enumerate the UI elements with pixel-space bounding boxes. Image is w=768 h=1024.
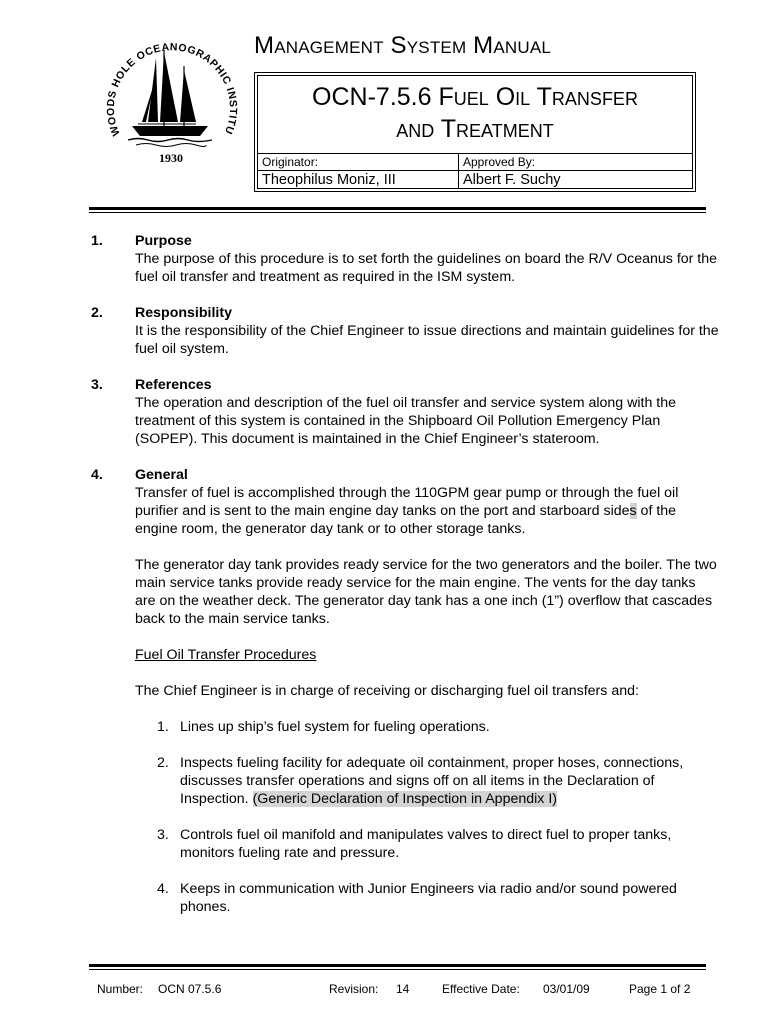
section-responsibility — [89, 304, 719, 358]
section-heading: Responsibility — [135, 305, 232, 321]
document-header-inner — [257, 75, 693, 189]
footer-number-label: Number: — [97, 982, 144, 996]
meta-labels-row — [258, 153, 692, 170]
section-number: 2. — [91, 305, 103, 321]
meta-values-row — [258, 170, 692, 189]
list-item-number: 2. — [157, 755, 169, 771]
footer-effective-label: Effective Date: — [442, 982, 520, 996]
section-number: 3. — [91, 377, 103, 393]
document-header-box — [254, 72, 696, 192]
general-paragraph-1-text: Transfer of fuel is accomplished through the 110GPM gear pump or through the fuel oil purifier and is sent to the main engine day tanks on the port and starboard side — [135, 485, 679, 519]
section-purpose — [89, 232, 719, 286]
general-paragraph-1 — [135, 484, 719, 538]
general-paragraph-2: The generator day tank provides ready service for the two generators and the boiler. The two main service tanks provide ready service for the main engine. The vents for the day tanks are on the weather deck. The generator day tank has a one inch (1”) overflow that cascades back to the main service tanks. — [135, 557, 717, 627]
footer-number-value: OCN 07.5.6 — [158, 982, 222, 996]
logo-ring-text: WOODS HOLE OCEANOGRAPHIC INSTITU — [104, 41, 240, 138]
section-general — [89, 466, 719, 916]
list-item — [135, 718, 719, 736]
footer-revision-value: 14 — [396, 982, 410, 996]
list-item — [135, 880, 719, 916]
header-rule-thin — [89, 212, 706, 213]
section-heading: Purpose — [135, 233, 192, 249]
manual-title: Management System Manual — [254, 32, 552, 59]
document-title — [258, 81, 692, 145]
document-title-line1: OCN-7.5.6 Fuel Oil Transfer — [312, 83, 638, 111]
logo-year: 1930 — [159, 151, 183, 165]
section-text: The purpose of this procedure is to set forth the guidelines on board the R/V Oceanus for the fuel oil transfer and treatment as required in the ISM system. — [135, 251, 718, 285]
approved-by-label: Approved By: — [463, 155, 536, 169]
document-title-line2: and Treatment — [396, 115, 554, 143]
footer-effective-value: 03/01/09 — [543, 982, 590, 996]
sailing-ship-icon — [98, 26, 244, 172]
procedures-subheading: Fuel Oil Transfer Procedures — [135, 647, 317, 663]
section-number: 1. — [91, 233, 103, 249]
originator-value: Theophilus Moniz, III — [258, 171, 459, 189]
text-highlight: s — [629, 503, 637, 519]
document-body — [89, 232, 719, 934]
woods-hole-logo — [98, 26, 244, 172]
approved-by-value: Albert F. Suchy — [463, 172, 561, 188]
originator-label: Originator: — [258, 154, 459, 170]
section-heading: General — [135, 467, 188, 483]
section-text: The operation and description of the fuel oil transfer and service system along with the treatment of this system is contained in the Shipboard Oil Pollution Emergency Plan (SOPEP). This document is maintained in the Chief Engineer’s stateroom. — [135, 395, 677, 447]
section-text: It is the responsibility of the Chief Engineer to issue directions and maintain guidelines for the fuel oil system. — [135, 323, 719, 357]
list-item-number: 3. — [157, 827, 169, 843]
list-item-text: Keeps in communication with Junior Engineers via radio and/or sound powered phones. — [180, 881, 677, 915]
list-item-text: Inspects fueling facility for adequate oil containment, proper hoses, connections, discusses transfer operations and signs off on all items in the Declaration of Inspection. — [180, 755, 684, 807]
list-item-text: Controls fuel oil manifold and manipulates valves to direct fuel to proper tanks, monitors fueling rate and pressure. — [180, 827, 672, 861]
list-item-number: 1. — [157, 719, 169, 735]
section-heading: References — [135, 377, 212, 393]
footer-page-number: Page 1 of 2 — [629, 982, 691, 996]
footer-revision-label: Revision: — [329, 982, 379, 996]
procedures-list — [135, 718, 719, 916]
footer-rule-thick — [89, 964, 706, 967]
procedures-intro: The Chief Engineer is in charge of receiving or discharging fuel oil transfers and: — [135, 683, 639, 699]
list-item-text: Lines up ship’s fuel system for fueling operations. — [180, 719, 490, 735]
list-item — [135, 754, 719, 808]
section-references — [89, 376, 719, 448]
general-paragraph-1-tail: of the engine room, the generator day tank or to other storage tanks. — [135, 503, 677, 537]
header-rule-thick — [89, 207, 706, 210]
list-item-number: 4. — [157, 881, 169, 897]
section-number: 4. — [91, 467, 103, 483]
footer-rule-thin — [89, 969, 706, 970]
list-item — [135, 826, 719, 862]
appendix-reference-highlight: (Generic Declaration of Inspection in Appendix I) — [252, 791, 557, 807]
